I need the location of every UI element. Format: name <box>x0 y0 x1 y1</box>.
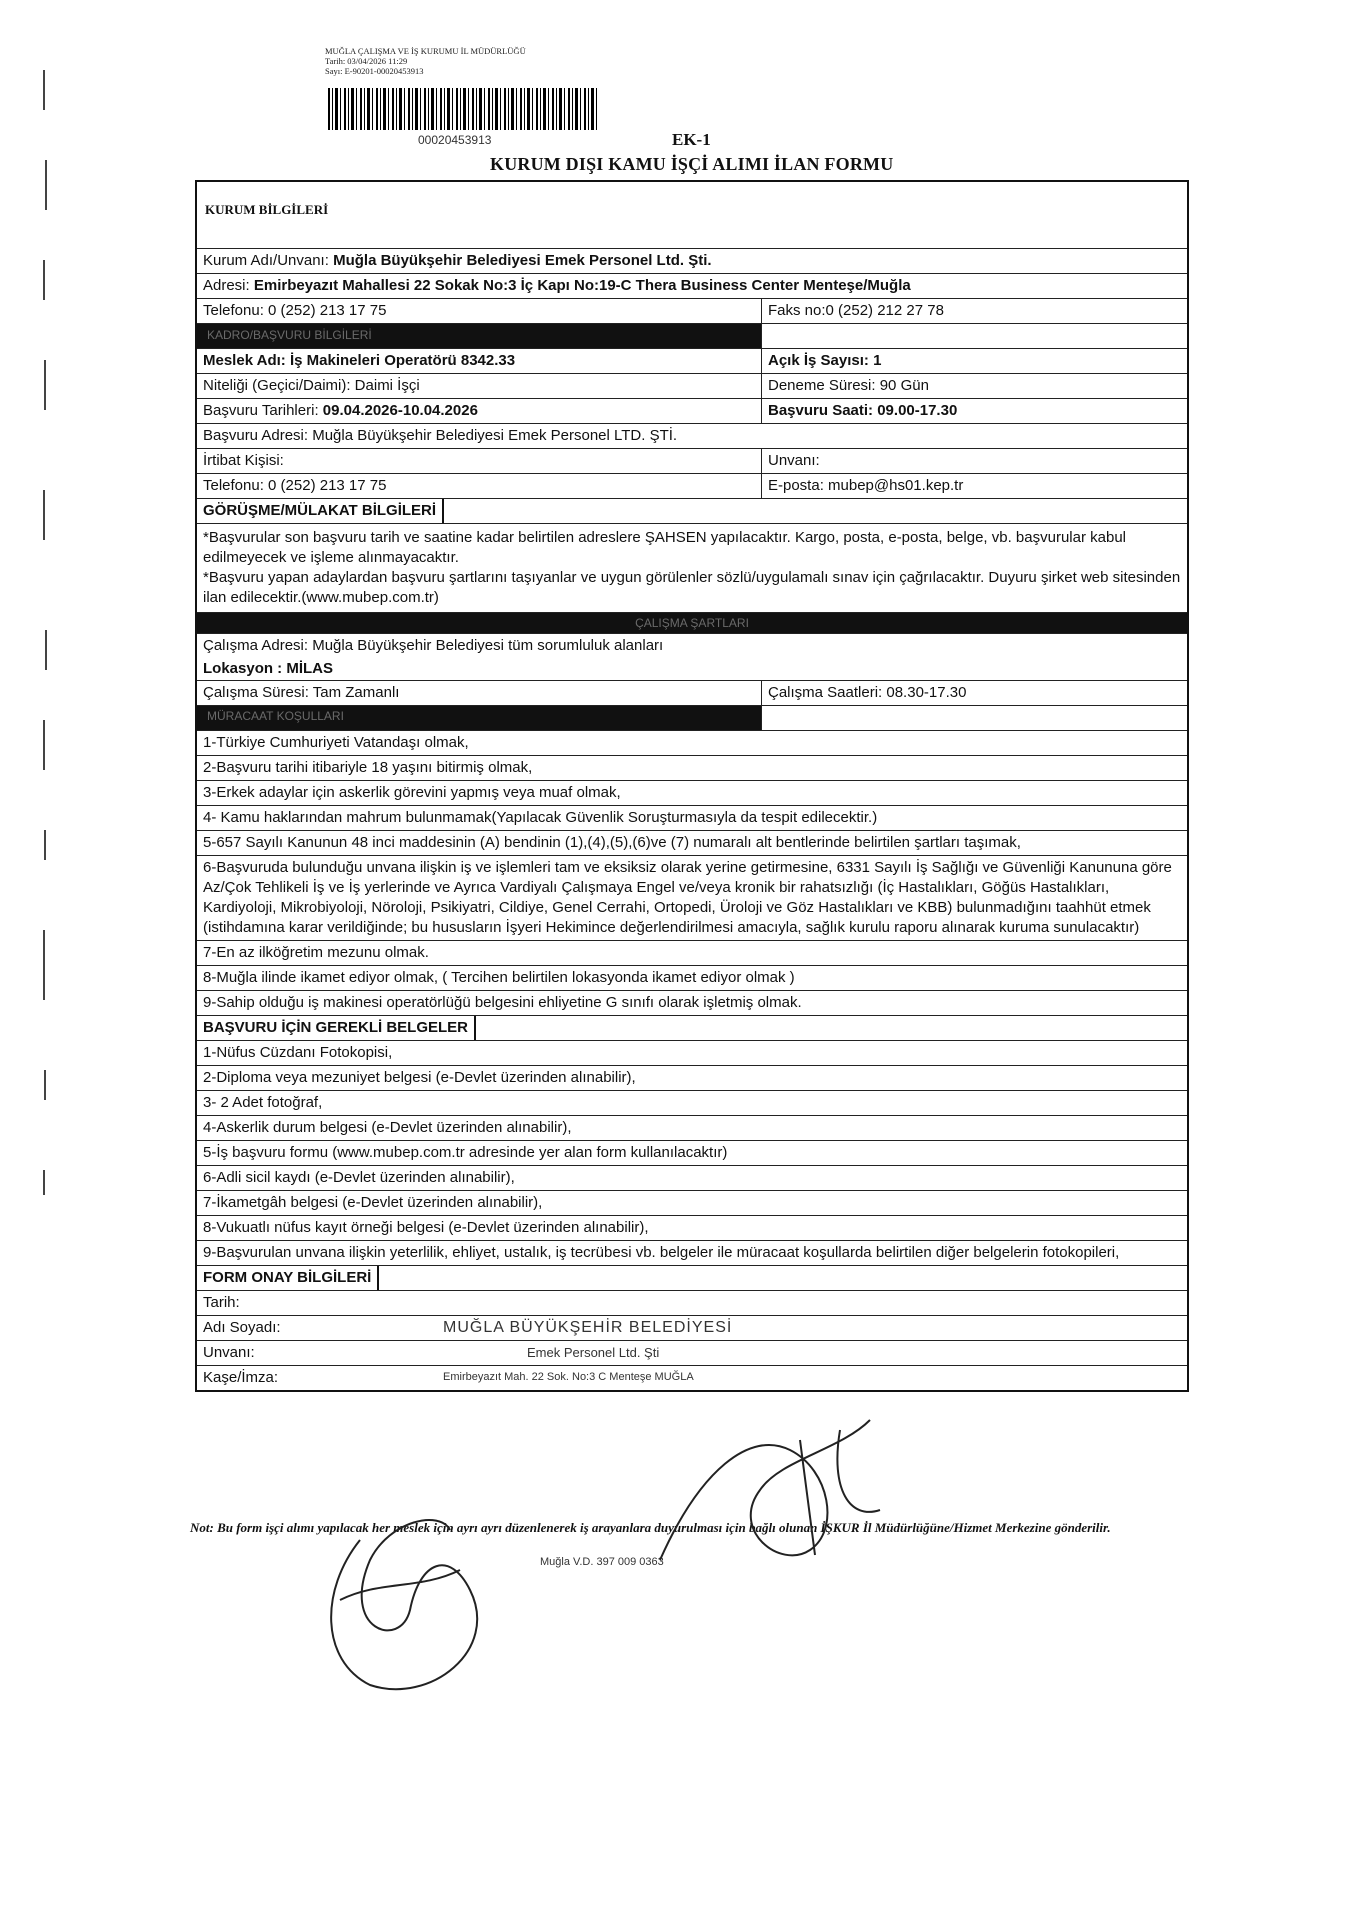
institution-section-label: KURUM BİLGİLERİ <box>205 202 329 217</box>
condition-item: 2-Başvuru tarihi itibariyle 18 yaşını bitirmiş olmak, <box>203 759 533 776</box>
institution-address-value: Emirbeyazıt Mahallesi 22 Sokak No:3 İç Kapı No:19-C Thera Business Center Menteşe/Muğla <box>253 277 911 294</box>
documents-section-label: BAŞVURU İÇİN GEREKLİ BELGELER <box>197 1016 476 1040</box>
interview-section-header <box>197 499 1187 524</box>
condition-item: 8-Muğla ilinde ikamet ediyor olmak, ( Tercihen belirtilen lokasyonda ikamet ediyor olmak ) <box>203 969 795 986</box>
form-title: KURUM DIŞI KAMU İŞÇİ ALIMI İLAN FORMU <box>490 154 894 174</box>
work-address: Çalışma Adresi: Muğla Büyükşehir Belediyesi tüm sorumluluk alanları <box>203 637 664 654</box>
condition-item: 4- Kamu haklarından mahrum bulunmamak(Yapılacak Güvenlik Soruşturmasıyla da tespit edilecektir.) <box>203 809 878 826</box>
office-name: MUĞLA ÇALIŞMA VE İŞ KURUMU İL MÜDÜRLÜĞÜ <box>325 46 526 56</box>
institution-phone: Telefonu: 0 (252) 213 17 75 <box>197 299 762 323</box>
approval-name-label: Adı Soyadı: <box>203 1319 281 1336</box>
document-item: 1-Nüfus Cüzdanı Fotokopisi, <box>203 1044 393 1061</box>
conditions-section-label: MÜRACAAT KOŞULLARI <box>197 706 762 730</box>
occupation-label: Meslek Adı: <box>203 352 286 369</box>
conditions-section-row <box>197 706 1187 731</box>
document-item: 9-Başvurulan unvana ilişkin yeterlilik, ehliyet, ustalık, iş tecrübesi vb. belgeler ile müracaat koşullarda belirtilen diğer belgelerin fotokopileri, <box>203 1244 1120 1261</box>
condition-item: 3-Erkek adaylar için askerlik görevini yapmış veya muaf olmak, <box>203 784 621 801</box>
documents-section-header <box>197 1016 1187 1041</box>
institution-address-label: Adresi: <box>203 277 250 294</box>
documents-list <box>197 1041 1187 1266</box>
contact-email: E-posta: mubep@hs01.kep.tr <box>768 477 964 494</box>
contact-phone-row <box>197 474 1187 499</box>
apply-address: Başvuru Adresi: Muğla Büyükşehir Belediyesi Emek Personel LTD. ŞTİ. <box>203 427 678 444</box>
interview-note-1: *Başvurular son başvuru tarih ve saatine kadar belirtilen adreslere ŞAHSEN yapılacaktır. Kargo, posta, e-posta, belge, vb. başvurular kabul edilmeyecek ve işleme alınmayacaktır. <box>203 529 1126 566</box>
job-posting-form <box>195 180 1189 1392</box>
work-address-block <box>197 634 1187 681</box>
stamp-line-3: Emirbeyazıt Mah. 22 Sok. No:3 C Menteşe MUĞLA <box>443 1371 694 1383</box>
document-item: 3- 2 Adet fotoğraf, <box>203 1094 323 1111</box>
institution-name-label: Kurum Adı/Unvanı: <box>203 252 329 269</box>
approval-date-label: Tarih: <box>203 1294 240 1311</box>
contact-person-label: İrtibat Kişisi: <box>197 449 762 473</box>
application-dates-row <box>197 399 1187 424</box>
work-duration: Çalışma Süresi: Tam Zamanlı <box>197 681 762 705</box>
document-item: 7-İkametgâh belgesi (e-Devlet üzerinden alınabilir), <box>203 1194 543 1211</box>
stamp-line-2: Emek Personel Ltd. Şti <box>527 1345 660 1360</box>
institution-name-row <box>197 249 1187 274</box>
institution-contact-row <box>197 299 1187 324</box>
document-item: 8-Vukuatlı nüfus kayıt örneği belgesi (e-Devlet üzerinden alınabilir), <box>203 1219 649 1236</box>
occupation-value: İş Makineleri Operatörü 8342.33 <box>289 352 516 369</box>
condition-item: 9-Sahip olduğu iş makinesi operatörlüğü belgesini ehliyetine G sınıfı olarak işletmiş olmak. <box>203 994 802 1011</box>
vacancy-section-label: KADRO/BAŞVURU BİLGİLERİ <box>197 324 762 348</box>
document-header <box>325 46 526 76</box>
document-item: 4-Askerlik durum belgesi (e-Devlet üzerinden alınabilir), <box>203 1119 572 1136</box>
vacancy-section-row <box>197 324 1187 349</box>
approval-title-label: Unvanı: <box>203 1344 255 1361</box>
work-location: Lokasyon : MİLAS <box>203 660 334 677</box>
header-number: Sayı: E-90201-00020453913 <box>325 66 424 76</box>
contact-title-label: Unvanı: <box>768 452 820 469</box>
barcode <box>328 88 600 130</box>
institution-name-value: Muğla Büyükşehir Belediyesi Emek Personel Ltd. Şti. <box>333 252 712 269</box>
occupation-row <box>197 349 1187 374</box>
barcode-number: 00020453913 <box>418 133 492 147</box>
stamp-line-4: Muğla V.D. 397 009 0363 <box>540 1556 664 1568</box>
work-section-label: ÇALIŞMA ŞARTLARI <box>197 613 1187 634</box>
work-hours: Çalışma Saatleri: 08.30-17.30 <box>768 684 967 701</box>
interview-notes <box>197 524 1187 613</box>
apply-address-row <box>197 424 1187 449</box>
dates-value: 09.04.2026-10.04.2026 <box>322 402 478 419</box>
stamp-line-1: MUĞLA BÜYÜKŞEHİR BELEDİYESİ <box>443 1319 733 1336</box>
interview-note-2: *Başvuru yapan adaylardan başvuru şartlarını taşıyanlar ve uygun görülenler sözlü/uygulamalı sınav için çağrılacaktır. Duyuru şirket web sitesinden ilan edilecektir.(www.mubep.com.tr) <box>203 569 1181 606</box>
condition-item: 5-657 Sayılı Kanunun 48 inci maddesinin (A) bendinin (1),(4),(5),(6)ve (7) numaralı alt bentlerinde belirtilen şartları taşımak, <box>203 834 1021 851</box>
institution-address-row <box>197 274 1187 299</box>
dates-label: Başvuru Tarihleri: <box>203 402 319 419</box>
openings-label: Açık İş Sayısı: <box>768 352 869 369</box>
institution-fax: Faks no:0 (252) 212 27 78 <box>768 302 944 319</box>
work-duration-row <box>197 681 1187 706</box>
condition-item: 1-Türkiye Cumhuriyeti Vatandaşı olmak, <box>203 734 469 751</box>
annex-label: EK-1 <box>672 130 711 149</box>
document-item: 5-İş başvuru formu (www.mubep.com.tr adresinde yer alan form kullanılacaktır) <box>203 1144 728 1161</box>
approval-table <box>197 1291 1187 1390</box>
footnote: Not: Bu form işçi alımı yapılacak her meslek için ayrı ayrı düzenlenerek iş arayanlara duyurulması için bağlı olunan İŞKUR İl Müdürlüğüne/Hizmet Merkezine gönderilir. <box>190 1520 1111 1535</box>
scan-margin-marks <box>36 70 56 1200</box>
probation-period: Deneme Süresi: 90 Gün <box>768 377 929 394</box>
approval-section-header <box>197 1266 1187 1291</box>
header-date: Tarih: 03/04/2026 11:29 <box>325 56 408 66</box>
hours-value: 09.00-17.30 <box>877 402 958 419</box>
approval-seal-label: Kaşe/İmza: <box>203 1369 279 1386</box>
employment-nature: Niteliği (Geçici/Daimi): Daimi İşçi <box>197 374 762 398</box>
conditions-list <box>197 731 1187 1016</box>
condition-item: 7-En az ilköğretim mezunu olmak. <box>203 944 429 961</box>
signature-mark <box>640 1410 900 1570</box>
openings-value: 1 <box>873 352 882 369</box>
contact-phone: Telefonu: 0 (252) 213 17 75 <box>197 474 762 498</box>
contact-person-row <box>197 449 1187 474</box>
nature-row <box>197 374 1187 399</box>
condition-item: 6-Başvuruda bulunduğu unvana ilişkin iş ve işlemleri tam ve eksiksiz olarak yerine getirmesine, 6331 Sayılı İş Sağlığı ve Güvenliği Kanununa göre Az/Çok Tehlikeli İş ve İş yerlerinde ve Ayrıca Vardiyalı Çalışmaya Engel ve/veya kronik bir rahatsızlığı (İç Hastalıkları, Göğüs Hastalıkları, Kardiyoloji, Mikrobiyoloji, Nöroloji, Psikiyatri, Cildiye, Genel Cerrahi, Ortopedi, Üroloji ve Göz Hastalıkları ve KBB) bulunmadığını taahhüt etmek (istihdamına karar verildiğinde; bu hususların İşyeri Hekimince değerlendirilmesi amacıyla, sağlık kurulu raporu alınarak kuruma sunulacaktır) <box>203 859 1172 936</box>
interview-section-label: GÖRÜŞME/MÜLAKAT BİLGİLERİ <box>197 499 444 523</box>
signature-mark-lower <box>300 1500 540 1700</box>
hours-label: Başvuru Saati: <box>768 402 874 419</box>
institution-section-header <box>197 182 1187 249</box>
document-item: 6-Adli sicil kaydı (e-Devlet üzerinden alınabilir), <box>203 1169 515 1186</box>
document-item: 2-Diploma veya mezuniyet belgesi (e-Devlet üzerinden alınabilir), <box>203 1069 636 1086</box>
approval-section-label: FORM ONAY BİLGİLERİ <box>197 1266 379 1290</box>
